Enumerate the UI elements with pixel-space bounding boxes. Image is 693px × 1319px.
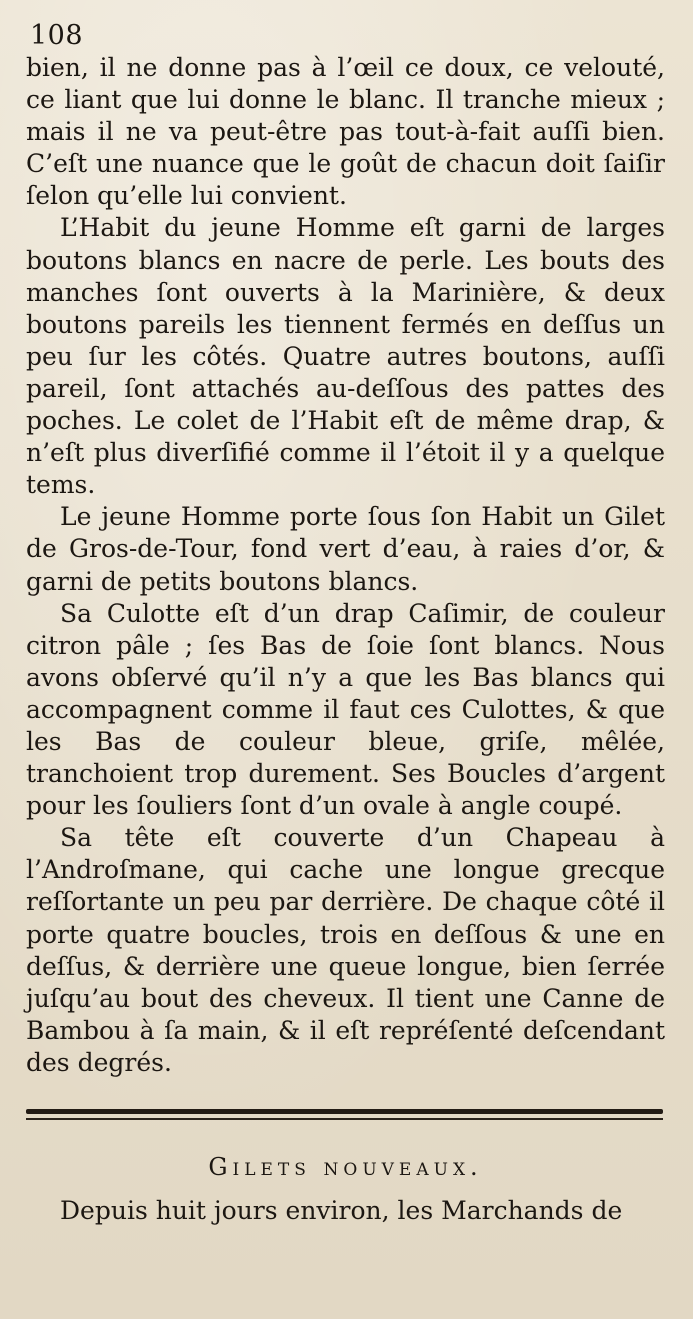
body-text: [26, 52, 665, 1079]
section-divider: [26, 1109, 663, 1125]
paragraph-start-next: Depuis huit jours environ, les Marchands de: [60, 1196, 623, 1225]
section-heading: Gilets nouveaux.: [208, 1153, 483, 1181]
paragraph-continuation: bien, il ne donne pas à l’œil ce doux, ce velouté, ce liant que lui donne le blanc. Il tranche mieux ; mais il ne va peut-être pas tout-à-fait auſſi bien. C’eſt une nuance que le goût de chacun doit ſaiſir ſelon qu’elle lui convient.: [26, 53, 665, 211]
paragraph-culotte: Sa Culotte eſt d’un drap Caſimir, de couleur citron pâle ; ſes Bas de ſoie ſont blancs. Nous avons obſervé qu’il n’y a que les Bas blancs qui accompagnent comme il faut ces Culottes, & que les Bas de couleur bleue, griſe, mêlée, tranchoient trop durement. Ses Boucles d’argent pour les ſouliers ſont d’un ovale à angle coupé.: [26, 598, 665, 821]
divider-thick-rule: [26, 1109, 663, 1114]
page-number: 108: [30, 20, 84, 51]
paragraph-chapeau: Sa tête eſt couverte d’un Chapeau à l’Androſmane, qui cache une longue grecque reſſortante un peu par derrière. De chaque côté il porte quatre boucles, trois en deſſous & une en deſſus, & derrière une queue longue, bien ſerrée juſqu’au bout des cheveux. Il tient une Canne de Bambou à ſa main, & il eſt repréſenté deſcendant des degrés.: [26, 823, 665, 1077]
divider-thin-rule: [26, 1118, 663, 1120]
paragraph-habit: L’Habit du jeune Homme eſt garni de larges boutons blancs en nacre de perle. Les bouts des manches ſont ouverts à la Marinière, & deux boutons pareils les tiennent fermés en deſſus un peu ſur les côtés. Quatre autres boutons, auſſi pareil, ſont attachés au-deſſous des pattes des poches. Le colet de l’Habit eſt de même drap, & n’eſt plus diverſifié comme il l’étoit il y a quelque tems.: [26, 213, 665, 500]
paragraph-gilet: Le jeune Homme porte ſous ſon Habit un Gilet de Gros-de-Tour, fond vert d’eau, à raies d’or, & garni de petits boutons blancs.: [26, 502, 665, 596]
